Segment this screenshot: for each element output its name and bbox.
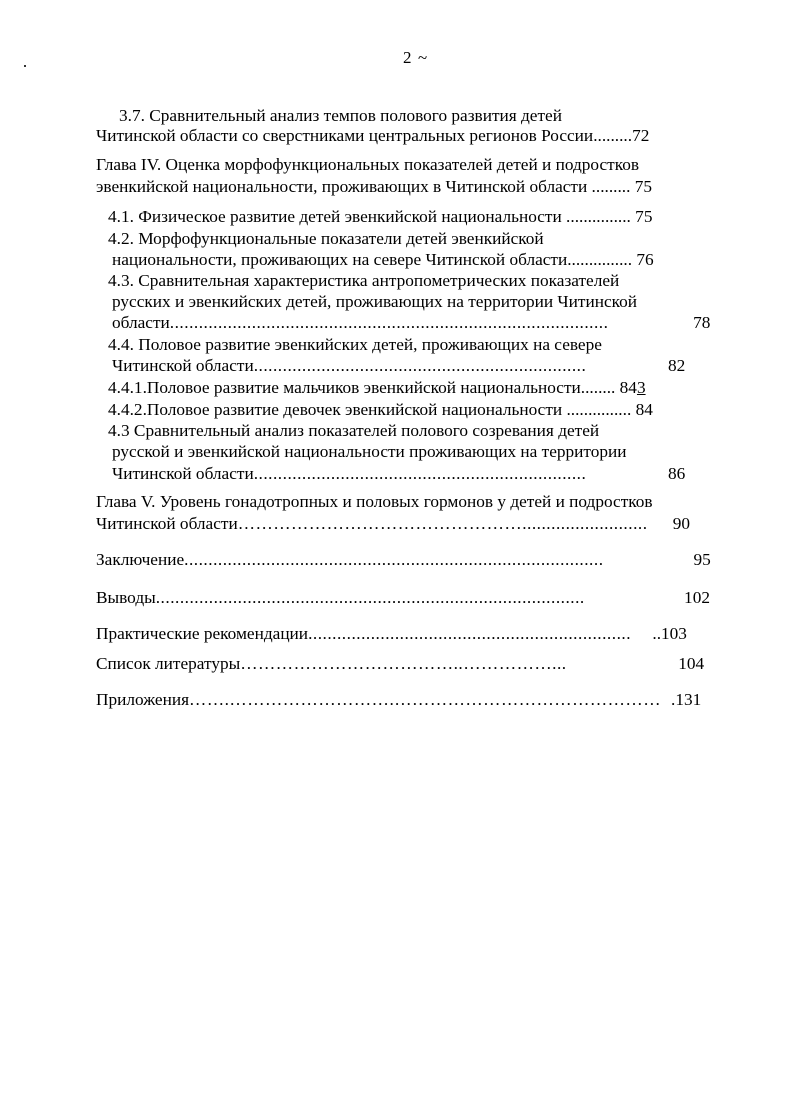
toc-chapter-5-line2 bbox=[96, 514, 690, 534]
toc-entry-text: Читинской области bbox=[112, 464, 254, 483]
toc-entry-text: Читинской области со сверстниками центральных регионов России bbox=[96, 126, 594, 145]
toc-entry-4-3-line3 bbox=[112, 313, 710, 333]
toc-page: ..103 bbox=[648, 624, 687, 643]
toc-findings bbox=[96, 588, 710, 608]
toc-page-correction: 3 bbox=[636, 378, 646, 397]
toc-entry-3-7-line2 bbox=[96, 126, 649, 146]
toc-entry-text: 4.4.1.Половое развитие мальчиков эвенкийской национальности bbox=[108, 378, 581, 397]
toc-chapter-4-line2 bbox=[96, 177, 652, 197]
toc-entry-4-3-line2: русских и эвенкийских детей, проживающих на территории Читинской bbox=[112, 292, 638, 311]
toc-entry-4-4-line1: 4.4. Половое развитие эвенкийских детей, проживающих на севере bbox=[108, 335, 602, 354]
toc-dots: ......................................................................................... bbox=[155, 588, 585, 607]
toc-entry-text: 4.1. Физическое развитие детей эвенкийской национальности bbox=[108, 207, 562, 226]
toc-entry-text: Читинской области bbox=[112, 356, 254, 375]
toc-dots: ............... bbox=[561, 207, 631, 226]
toc-entry-text: Приложения bbox=[96, 690, 190, 709]
toc-entry-text: Читинской области bbox=[96, 514, 238, 533]
toc-entry-4-1 bbox=[108, 207, 652, 227]
page-number-mark: ~ bbox=[417, 48, 428, 67]
toc-page: 90 bbox=[672, 514, 690, 533]
toc-entry-4-3-line1: 4.3. Сравнительная характеристика антропометрических показателей bbox=[108, 271, 620, 290]
toc-chapter-5-line1: Глава V. Уровень гонадотропных и половых гормонов у детей и подростков bbox=[96, 492, 653, 511]
toc-page: 84 bbox=[615, 378, 637, 397]
toc-conclusion bbox=[96, 550, 711, 570]
toc-dots: ..................................................................... bbox=[253, 356, 587, 375]
toc-entry-4-2-line2 bbox=[112, 250, 654, 270]
page-number-value: 2 bbox=[403, 48, 413, 67]
toc-dots: ......... bbox=[587, 177, 631, 196]
toc-dots: ………………………………..……………... bbox=[240, 654, 567, 673]
toc-entry-text: Список литературы bbox=[96, 654, 241, 673]
scan-speck bbox=[24, 65, 26, 67]
toc-page: 75 bbox=[630, 207, 653, 226]
toc-appendices bbox=[96, 690, 701, 710]
toc-entry-text: Выводы bbox=[96, 588, 156, 607]
toc-dots: ................................................................... bbox=[308, 624, 632, 643]
toc-literature bbox=[96, 654, 704, 674]
toc-page: 86 bbox=[663, 464, 686, 483]
toc-page: .131 bbox=[671, 690, 702, 709]
toc-recommendations bbox=[96, 624, 687, 644]
toc-page: 104 bbox=[678, 654, 705, 673]
toc-page: 76 bbox=[632, 250, 654, 269]
toc-entry-4-4-line2 bbox=[112, 356, 685, 376]
toc-entry-4-4-2 bbox=[108, 400, 653, 420]
toc-dots: ......... bbox=[593, 126, 633, 145]
toc-page: 95 bbox=[689, 550, 711, 569]
toc-dots: ..................................................................... bbox=[253, 464, 587, 483]
toc-dots: …….……………………….……………………………………… bbox=[189, 690, 661, 709]
toc-page: 78 bbox=[688, 313, 711, 332]
toc-page: 84 bbox=[631, 400, 653, 419]
toc-entry-4-3b-line3 bbox=[112, 464, 685, 484]
toc-dots: ........ bbox=[580, 378, 616, 397]
toc-entry-3-7-line1: 3.7. Сравнительный анализ темпов полового развития детей bbox=[119, 106, 562, 125]
page-number bbox=[403, 47, 428, 69]
toc-entry-text: 4.4.2.Половое развитие девочек эвенкийской национальности bbox=[108, 400, 563, 419]
toc-page: 102 bbox=[679, 588, 710, 607]
toc-page: 72 bbox=[632, 126, 650, 145]
toc-dots: ............... bbox=[562, 400, 632, 419]
toc-entry-4-3b-line1: 4.3 Сравнительный анализ показателей полового созревания детей bbox=[108, 421, 600, 440]
toc-chapter-4-line1: Глава IV. Оценка морфофункциональных показателей детей и подростков bbox=[96, 155, 640, 174]
toc-entry-4-2-line1: 4.2. Морфофункциональные показатели детей эвенкийской bbox=[108, 229, 544, 248]
toc-page: 82 bbox=[663, 356, 686, 375]
toc-entry-text: эвенкийской национальности, проживающих в Читинской области bbox=[96, 177, 588, 196]
toc-dots: ....................................................................................... bbox=[184, 550, 604, 569]
toc-entry-text: области bbox=[112, 313, 170, 332]
toc-dots: ………………………………………….......................... bbox=[237, 514, 648, 533]
toc-dots: ........................................................................................... bbox=[169, 313, 609, 332]
toc-entry-text: Практические рекомендации bbox=[96, 624, 309, 643]
toc-entry-text: национальности, проживающих на севере Читинской области bbox=[112, 250, 568, 269]
toc-entry-4-3b-line2: русской и эвенкийской национальности проживающих на территории bbox=[112, 442, 627, 461]
toc-entry-4-4-1 bbox=[108, 378, 646, 398]
toc-dots: ............... bbox=[567, 250, 633, 269]
toc-page: 75 bbox=[630, 177, 653, 196]
toc-entry-text: Заключение bbox=[96, 550, 185, 569]
